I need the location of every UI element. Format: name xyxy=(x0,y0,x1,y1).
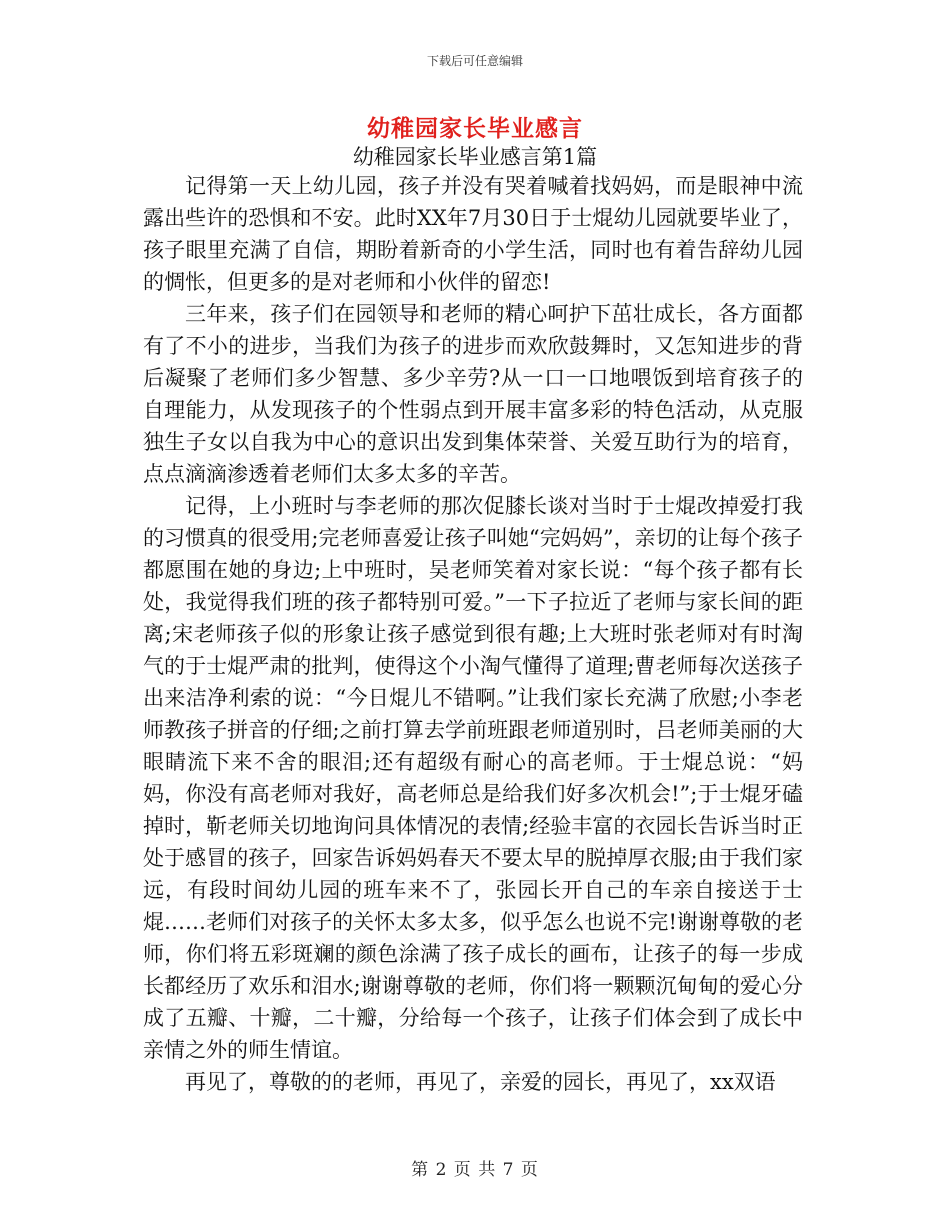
paragraph: 三年来，孩子们在园领导和老师的精心呵护下茁壮成长，各方面都有了不小的进步，当我们为孩子的进步而欢欣鼓舞时，又怎知进步的背后凝聚了老师们多少智慧、多少辛劳?从一口一口地喂饭到培育孩子的自理能力，从发现孩子的个性弱点到开展丰富多彩的特色活动，从克服独生子女以自我为中心的意识出发到集体荣誉、关爱互助行为的培育，点点滴滴渗透着老师们太多太多的辛苦。 xyxy=(143,302,803,486)
header-note: 下载后可任意编辑 xyxy=(426,54,523,68)
paragraph: 再见了，尊敬的的老师，再见了，亲爱的园长，再见了，xx双语 xyxy=(185,1070,776,1094)
document-subtitle: 幼稚园家长毕业感言第1篇 xyxy=(352,145,598,169)
document-title: 幼稚园家长毕业感言 xyxy=(367,115,583,142)
document-body xyxy=(143,170,803,1098)
page-number: 第 2 页 共 7 页 xyxy=(411,1160,539,1180)
paragraph: 记得第一天上幼儿园，孩子并没有哭着喊着找妈妈，而是眼神中流露出些许的恐惧和不安。此时XX年7月30日于士焜幼儿园就要毕业了，孩子眼里充满了自信，期盼着新奇的小学生活，同时也有着告辞幼儿园的惆怅，但更多的是对老师和小伙伴的留恋! xyxy=(143,174,803,294)
paragraph: 记得，上小班时与李老师的那次促膝长谈对当时于士焜改掉爱打我的习惯真的很受用;完老师喜爱让孩子叫她“完妈妈”，亲切的让每个孩子都愿围在她的身边;上中班时，吴老师笑着对家长说：“每个孩子都有长处，我觉得我们班的孩子都特别可爱。”一下子拉近了老师与家长间的距离;宋老师孩子似的形象让孩子感觉到很有趣;上大班时张老师对有时淘气的于士焜严肃的批判，使得这个小淘气懂得了道理;曹老师每次送孩子出来洁净利索的说：“今日焜儿不错啊。”让我们家长充满了欣慰;小李老师教孩子拼音的仔细;之前打算去学前班跟老师道别时，吕老师美丽的大眼睛流下来不舍的眼泪;还有超级有耐心的高老师。于士焜总说：“妈妈，你没有高老师对我好，高老师总是给我们好多次机会!”;于士焜牙磕掉时，靳老师关切地询问具体情况的表情;经验丰富的衣园长告诉当时正处于感冒的孩子，回家告诉妈妈春天不要太早的脱掉厚衣服;由于我们家远，有段时间幼儿园的班车来不了，张园长开自己的车亲自接送于士焜……老师们对孩子的关怀太多太多，似乎怎么也说不完!谢谢尊敬的老师，你们将五彩斑斓的颜色涂满了孩子成长的画布，让孩子的每一步成长都经历了欢乐和泪水;谢谢尊敬的老师，你们将一颗颗沉甸甸的爱心分成了五瓣、十瓣，二十瓣，分给每一个孩子，让孩子们体会到了成长中亲情之外的师生情谊。 xyxy=(143,494,803,1062)
